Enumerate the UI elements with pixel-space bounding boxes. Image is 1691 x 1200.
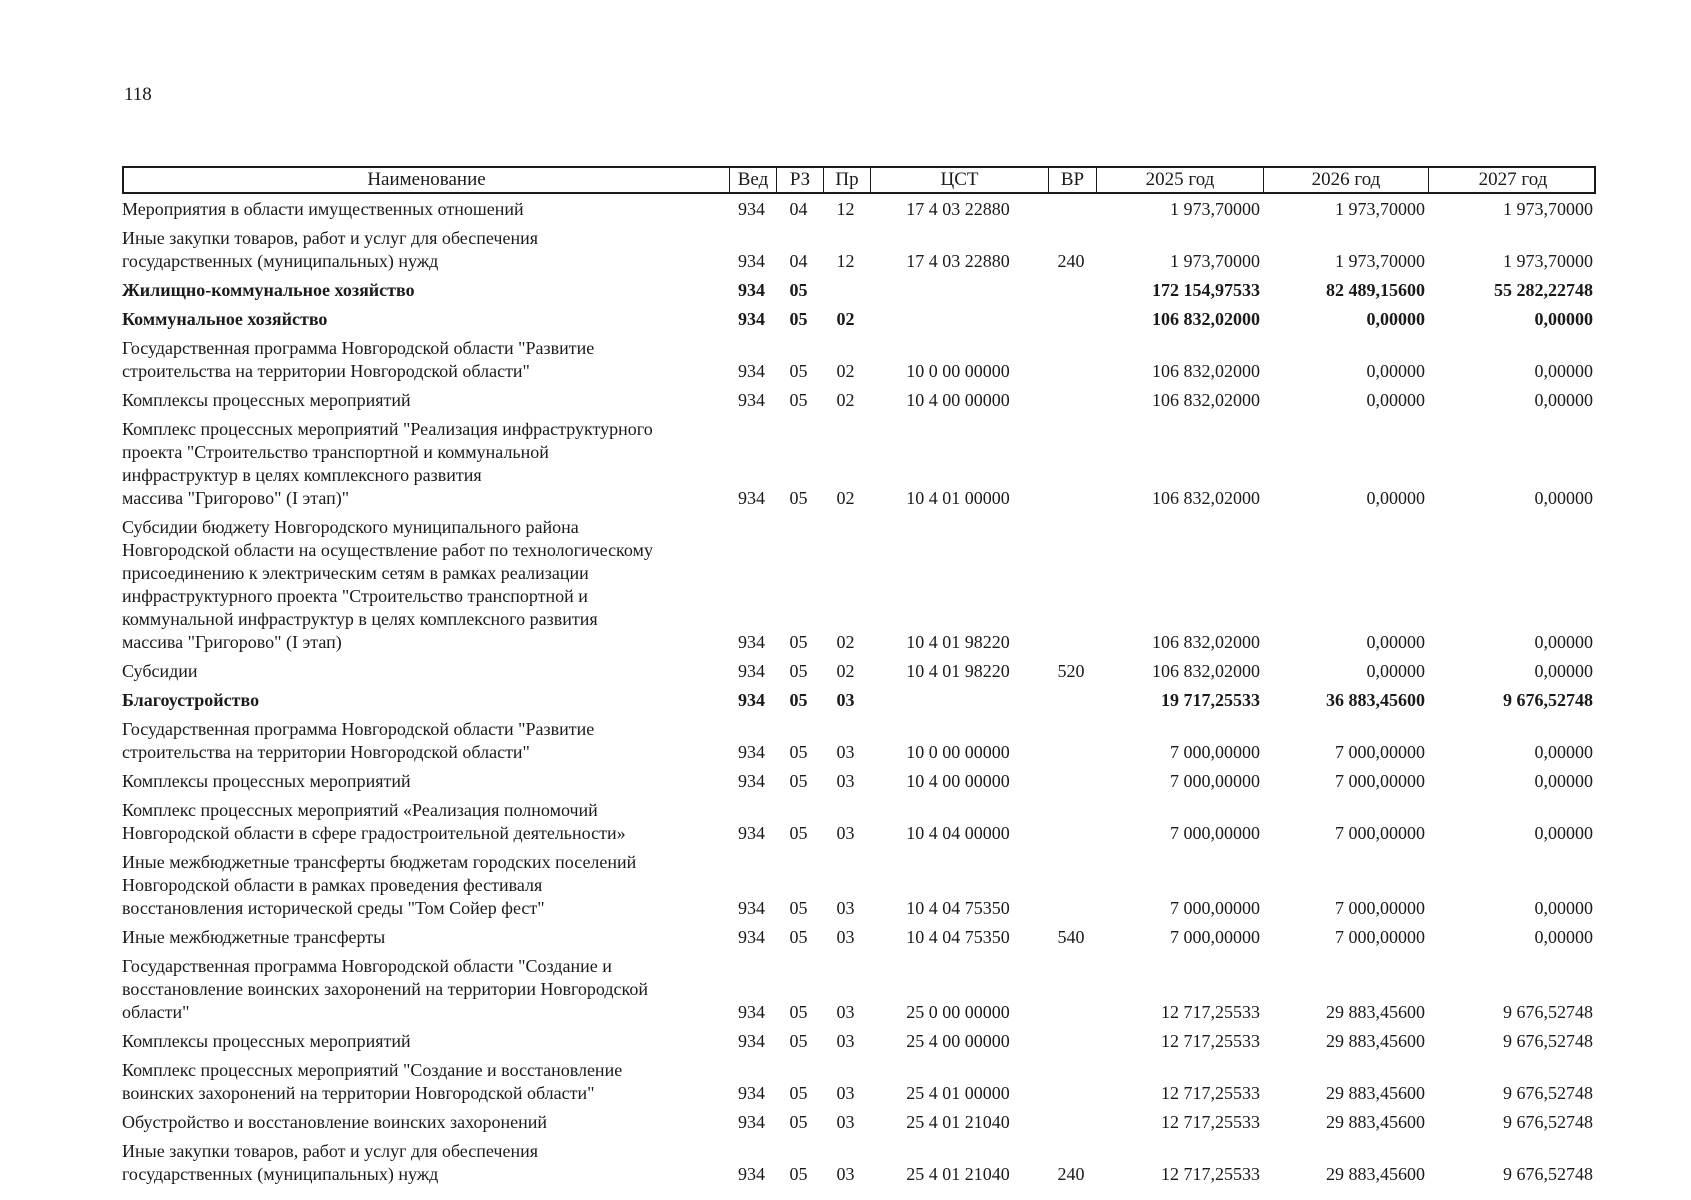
row-2027: 0,00000	[1534, 823, 1593, 843]
row-name: Иные межбюджетные трансферты бюджетам городских поселений Новгородской области в рамках проведения фестиваля восстановления исторической среды "Том Сойер фест"	[122, 852, 637, 918]
row-vr: 240	[1057, 251, 1085, 271]
row-pr: 02	[836, 488, 855, 508]
row-pr	[822, 279, 869, 302]
row-pr: 03	[836, 771, 855, 791]
table-row	[122, 516, 1596, 654]
row-pr: 12	[836, 199, 855, 219]
row-vr: 520	[1057, 661, 1085, 681]
row-name: Комплекс процессных мероприятий «Реализация полномочий Новгородской области в сфере градостроительной деятельности»	[122, 800, 626, 843]
header-ved: Вед	[730, 168, 777, 192]
row-name: Комплекс процессных мероприятий "Создание и восстановление воинских захоронений на территории Новгородской области"	[122, 1060, 623, 1103]
row-2026: 0,00000	[1366, 661, 1425, 681]
row-vr	[1047, 770, 1095, 793]
row-2027: 9 676,52748	[1503, 1112, 1593, 1132]
row-vr	[1047, 516, 1095, 654]
row-name: Государственная программа Новгородской области "Развитие строительства на территории Новгородской области"	[122, 338, 595, 381]
row-2025: 1 973,70000	[1170, 199, 1260, 219]
row-2025: 7 000,00000	[1170, 823, 1260, 843]
table-row	[122, 1111, 1596, 1134]
row-name: Обустройство и восстановление воинских захоронений	[122, 1112, 547, 1132]
row-2026: 7 000,00000	[1335, 927, 1425, 947]
row-2027: 9 676,52748	[1503, 690, 1593, 710]
row-ved: 934	[738, 1002, 765, 1022]
row-2025: 106 832,02000	[1152, 488, 1260, 508]
row-2025: 106 832,02000	[1152, 309, 1260, 329]
row-2026: 0,00000	[1366, 488, 1425, 508]
row-ved: 934	[738, 280, 765, 300]
row-vr: 240	[1057, 1164, 1085, 1184]
row-pr: 02	[836, 361, 855, 381]
row-2027: 0,00000	[1534, 927, 1593, 947]
row-2026: 29 883,45600	[1326, 1083, 1425, 1103]
row-cst: 10 4 01 98220	[906, 661, 1010, 681]
row-name: Иные закупки товаров, работ и услуг для обеспечения государственных (муниципальных) нужд	[122, 1141, 538, 1184]
row-rz: 04	[789, 251, 808, 271]
header-2025: 2025 год	[1097, 168, 1264, 192]
table-row	[122, 1140, 1596, 1186]
page-number: 118	[124, 84, 152, 105]
row-pr: 03	[836, 898, 855, 918]
row-2025: 12 717,25533	[1161, 1002, 1260, 1022]
row-2025: 7 000,00000	[1170, 771, 1260, 791]
row-vr	[1047, 851, 1095, 920]
row-ved: 934	[738, 1031, 765, 1051]
row-name: Мероприятия в области имущественных отношений	[122, 199, 524, 219]
table-row	[122, 279, 1596, 302]
row-2027: 0,00000	[1534, 771, 1593, 791]
header-cst: ЦСТ	[871, 168, 1049, 192]
row-rz: 05	[789, 309, 808, 329]
row-2026: 29 883,45600	[1326, 1002, 1425, 1022]
header-vr: ВР	[1049, 168, 1097, 192]
row-2026: 1 973,70000	[1335, 251, 1425, 271]
table-row	[122, 308, 1596, 331]
row-cst: 10 4 00 00000	[906, 771, 1010, 791]
table-row	[122, 337, 1596, 383]
row-pr: 03	[836, 927, 855, 947]
row-2025: 19 717,25533	[1161, 690, 1260, 710]
table-header	[122, 166, 1596, 194]
row-name: Коммунальное хозяйство	[122, 309, 328, 329]
row-2027: 0,00000	[1534, 361, 1593, 381]
row-ved: 934	[738, 1164, 765, 1184]
row-ved: 934	[738, 771, 765, 791]
row-2027: 1 973,70000	[1503, 251, 1593, 271]
row-ved: 934	[738, 898, 765, 918]
row-name: Иные межбюджетные трансферты	[122, 927, 386, 947]
row-cst: 10 4 01 00000	[906, 488, 1010, 508]
row-2027: 0,00000	[1534, 661, 1593, 681]
row-vr	[1047, 279, 1095, 302]
row-name: Комплексы процессных мероприятий	[122, 771, 411, 791]
row-2026: 29 883,45600	[1326, 1112, 1425, 1132]
row-2025: 1 973,70000	[1170, 251, 1260, 271]
row-pr: 03	[836, 1002, 855, 1022]
row-2026: 0,00000	[1366, 309, 1425, 329]
row-rz: 05	[789, 927, 808, 947]
row-rz: 05	[789, 361, 808, 381]
row-rz: 05	[789, 280, 808, 300]
row-ved: 934	[738, 927, 765, 947]
row-cst: 17 4 03 22880	[906, 251, 1010, 271]
row-2027: 0,00000	[1534, 742, 1593, 762]
row-name: Жилищно-коммунальное хозяйство	[122, 280, 415, 300]
row-ved: 934	[738, 309, 765, 329]
table-row	[122, 718, 1596, 764]
table-row	[122, 689, 1596, 712]
table-row	[122, 418, 1596, 510]
row-ved: 934	[738, 632, 765, 652]
table-row	[122, 770, 1596, 793]
table-row	[122, 799, 1596, 845]
table-body	[122, 198, 1596, 1186]
header-name: Наименование	[124, 168, 730, 192]
row-cst: 25 4 01 21040	[906, 1112, 1010, 1132]
row-rz: 05	[789, 1031, 808, 1051]
row-ved: 934	[738, 742, 765, 762]
row-name: Комплексы процессных мероприятий	[122, 1031, 411, 1051]
row-2025: 106 832,02000	[1152, 632, 1260, 652]
row-name: Комплекс процессных мероприятий "Реализация инфраструктурного проекта "Строительство транспортной и коммунальной инфраструктур в целях комплексного развития массива "Григорово" (I этап)"	[122, 419, 653, 508]
row-cst: 25 0 00 00000	[906, 1002, 1010, 1022]
row-2027: 9 676,52748	[1503, 1083, 1593, 1103]
row-rz: 05	[789, 771, 808, 791]
row-2025: 172 154,97533	[1152, 280, 1260, 300]
row-vr	[1047, 1030, 1095, 1053]
row-2026: 0,00000	[1366, 361, 1425, 381]
row-vr	[1047, 337, 1095, 383]
row-2026: 36 883,45600	[1326, 690, 1425, 710]
row-pr: 02	[836, 390, 855, 410]
row-ved: 934	[738, 823, 765, 843]
row-2027: 1 973,70000	[1503, 199, 1593, 219]
row-cst: 10 0 00 00000	[906, 742, 1010, 762]
row-rz: 05	[789, 690, 808, 710]
table-row	[122, 1030, 1596, 1053]
row-pr: 03	[836, 742, 855, 762]
row-rz: 05	[789, 1112, 808, 1132]
row-ved: 934	[738, 251, 765, 271]
row-2027: 0,00000	[1534, 632, 1593, 652]
row-2025: 7 000,00000	[1170, 898, 1260, 918]
table-row	[122, 926, 1596, 949]
row-2027: 9 676,52748	[1503, 1164, 1593, 1184]
row-cst: 10 4 04 75350	[906, 898, 1010, 918]
row-name: Государственная программа Новгородской области "Развитие строительства на территории Новгородской области"	[122, 719, 595, 762]
row-pr: 12	[836, 251, 855, 271]
row-pr: 03	[836, 1031, 855, 1051]
row-2026: 7 000,00000	[1335, 823, 1425, 843]
row-rz: 05	[789, 898, 808, 918]
row-rz: 05	[789, 632, 808, 652]
row-rz: 05	[789, 823, 808, 843]
row-pr: 03	[836, 823, 855, 843]
row-2025: 7 000,00000	[1170, 927, 1260, 947]
row-2025: 106 832,02000	[1152, 661, 1260, 681]
table-row	[122, 660, 1596, 683]
row-vr	[1047, 799, 1095, 845]
row-rz: 05	[789, 742, 808, 762]
table-row	[122, 198, 1596, 221]
row-ved: 934	[738, 361, 765, 381]
row-rz: 05	[789, 390, 808, 410]
row-2026: 1 973,70000	[1335, 199, 1425, 219]
row-rz: 05	[789, 1164, 808, 1184]
row-cst: 10 4 04 75350	[906, 927, 1010, 947]
row-name: Иные закупки товаров, работ и услуг для обеспечения государственных (муниципальных) нужд	[122, 228, 538, 271]
row-cst: 25 4 01 21040	[906, 1164, 1010, 1184]
row-name: Благоустройство	[122, 690, 260, 710]
row-2025: 12 717,25533	[1161, 1031, 1260, 1051]
table-row	[122, 227, 1596, 273]
row-ved: 934	[738, 390, 765, 410]
row-name: Субсидии	[122, 661, 198, 681]
row-rz: 05	[789, 661, 808, 681]
table-row	[122, 1059, 1596, 1105]
row-2027: 9 676,52748	[1503, 1002, 1593, 1022]
row-name: Комплексы процессных мероприятий	[122, 390, 411, 410]
row-2026: 7 000,00000	[1335, 742, 1425, 762]
row-vr	[1047, 718, 1095, 764]
row-vr	[1047, 418, 1095, 510]
row-cst: 10 4 04 00000	[906, 823, 1010, 843]
table-row	[122, 389, 1596, 412]
row-2025: 106 832,02000	[1152, 390, 1260, 410]
row-2027: 9 676,52748	[1503, 1031, 1593, 1051]
row-vr	[1047, 1111, 1095, 1134]
row-rz: 04	[789, 199, 808, 219]
row-pr: 03	[836, 690, 855, 710]
row-vr	[1047, 308, 1095, 331]
row-rz: 05	[789, 1002, 808, 1022]
row-cst	[869, 689, 1047, 712]
row-ved: 934	[738, 690, 765, 710]
row-pr: 02	[836, 661, 855, 681]
row-vr	[1047, 1059, 1095, 1105]
row-cst: 10 4 00 00000	[906, 390, 1010, 410]
row-ved: 934	[738, 488, 765, 508]
row-cst: 25 4 01 00000	[906, 1083, 1010, 1103]
header-2027: 2027 год	[1478, 169, 1548, 190]
row-pr: 03	[836, 1083, 855, 1103]
row-2026: 7 000,00000	[1335, 898, 1425, 918]
row-2026: 29 883,45600	[1326, 1031, 1425, 1051]
row-cst	[869, 279, 1047, 302]
row-2026: 82 489,15600	[1326, 280, 1425, 300]
row-vr: 540	[1057, 927, 1085, 947]
row-2026: 29 883,45600	[1326, 1164, 1425, 1184]
row-ved: 934	[738, 199, 765, 219]
row-vr	[1047, 389, 1095, 412]
row-cst: 10 4 01 98220	[906, 632, 1010, 652]
row-name: Государственная программа Новгородской области "Создание и восстановление воинских захоронений на территории Новгородской области"	[122, 956, 648, 1022]
table-row	[122, 955, 1596, 1024]
header-rz: РЗ	[777, 168, 824, 192]
row-2027: 0,00000	[1534, 390, 1593, 410]
row-vr	[1047, 955, 1095, 1024]
row-cst: 10 0 00 00000	[906, 361, 1010, 381]
row-2025: 12 717,25533	[1161, 1164, 1260, 1184]
row-vr	[1047, 689, 1095, 712]
row-2027: 55 282,22748	[1494, 280, 1593, 300]
header-2026: 2026 год	[1264, 168, 1429, 192]
row-2025: 106 832,02000	[1152, 361, 1260, 381]
budget-table	[122, 166, 1596, 1192]
row-ved: 934	[738, 1083, 765, 1103]
row-cst	[869, 308, 1047, 331]
row-2026: 0,00000	[1366, 390, 1425, 410]
row-rz: 05	[789, 1083, 808, 1103]
row-rz: 05	[789, 488, 808, 508]
table-row	[122, 851, 1596, 920]
row-2025: 12 717,25533	[1161, 1083, 1260, 1103]
row-2025: 12 717,25533	[1161, 1112, 1260, 1132]
row-2027: 0,00000	[1534, 488, 1593, 508]
row-pr: 03	[836, 1164, 855, 1184]
row-name: Субсидии бюджету Новгородского муниципального района Новгородской области на осуществление работ по технологическому присоединению к электрическим сетям в рамках реализации инфраструктурного проекта "Строительство транспортной и коммунальной инфраструктур в целях комплексного развития массива "Григорово" (I этап)	[122, 517, 653, 652]
row-2026: 0,00000	[1366, 632, 1425, 652]
row-pr: 02	[836, 632, 855, 652]
header-pr: Пр	[824, 168, 871, 192]
row-2025: 7 000,00000	[1170, 742, 1260, 762]
row-ved: 934	[738, 661, 765, 681]
row-2027: 0,00000	[1534, 898, 1593, 918]
row-cst: 17 4 03 22880	[906, 199, 1010, 219]
row-2027: 0,00000	[1534, 309, 1593, 329]
row-vr	[1047, 198, 1095, 221]
row-pr: 03	[836, 1112, 855, 1132]
row-ved: 934	[738, 1112, 765, 1132]
row-pr: 02	[836, 309, 855, 329]
row-cst: 25 4 00 00000	[906, 1031, 1010, 1051]
row-2026: 7 000,00000	[1335, 771, 1425, 791]
